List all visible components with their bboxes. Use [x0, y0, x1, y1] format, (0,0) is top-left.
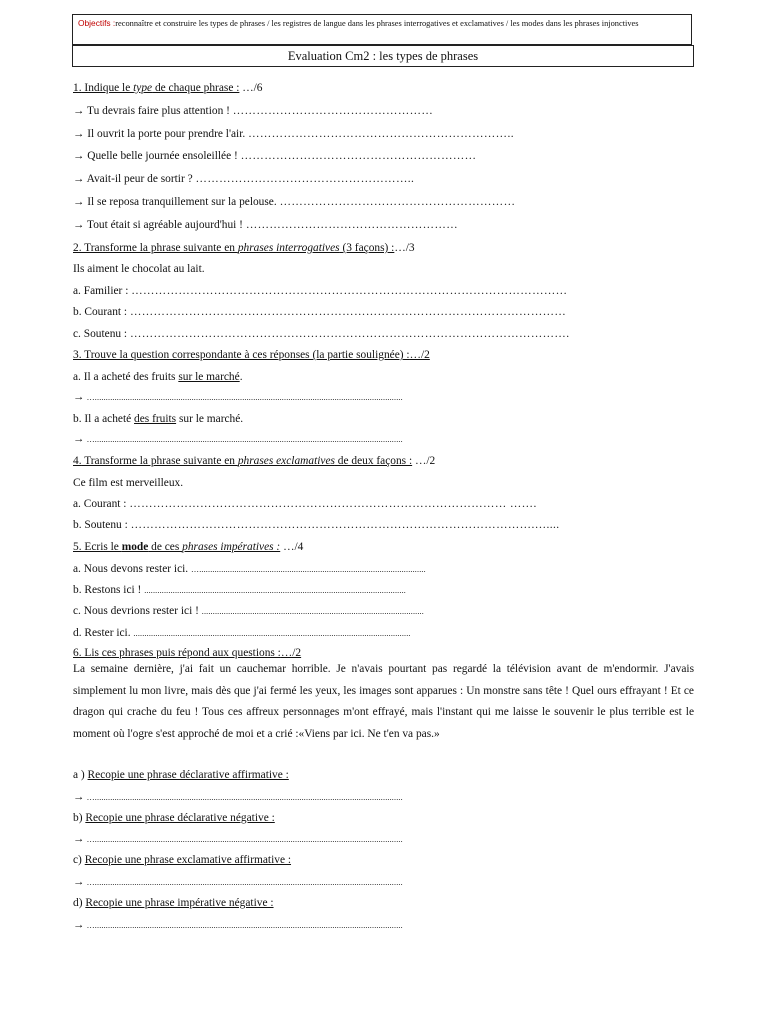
q2-item: [73, 327, 569, 341]
answer-line[interactable]: …………………………………………………………..: [248, 128, 514, 140]
q3-b-prefix: b. Il a acheté: [73, 413, 135, 425]
q1-item: [73, 104, 433, 118]
q1-title: [73, 81, 263, 95]
answer-line[interactable]: …............................................................................................................................................: [84, 393, 403, 402]
answer-line[interactable]: ………………………………………………………………………………………………….: [129, 328, 570, 340]
q2-title: [73, 241, 415, 255]
q6-question-text: Recopie une phrase déclarative négative :: [85, 812, 275, 824]
q4-title-a: Transforme la phrase suivante en: [81, 455, 238, 467]
q4-title: [73, 454, 435, 468]
q5-title: [73, 540, 303, 554]
answer-line[interactable]: …............................................................................................................................................: [84, 835, 403, 844]
q3-answer-a: [73, 370, 243, 384]
q6-answer-line[interactable]: [73, 790, 403, 805]
arrow-icon: →: [73, 196, 85, 208]
q6-question: [73, 896, 274, 910]
q5-item-text: d. Rester ici.: [73, 627, 134, 639]
arrow-icon: →: [73, 391, 85, 403]
q6-question-label: a ): [73, 769, 88, 781]
q3-title-text: 3. Trouve la question correspondante à ces réponses (la partie soulignée) :: [73, 349, 410, 361]
q1-item-text: Tu devrais faire plus attention !: [84, 105, 233, 117]
q5-title-c: de ces: [148, 541, 183, 553]
answer-line[interactable]: …………………………………………………………………………………………………: [129, 306, 567, 318]
answer-line[interactable]: .......................................................................................................................: [144, 586, 406, 595]
q6-score: …/2: [280, 647, 302, 659]
q6-title: [73, 646, 301, 660]
q1-item-text: Avait-il peur de sortir ?: [84, 173, 196, 185]
arrow-icon: →: [73, 876, 85, 888]
q5-score: …/4: [280, 541, 304, 553]
q5-title-a: 5. Ecris le: [73, 541, 122, 553]
q3-a-underlined: sur le marché: [178, 371, 240, 383]
q1-number: 1.: [73, 82, 82, 94]
arrow-icon: →: [73, 105, 85, 117]
q1-prefix: Indique le: [81, 82, 134, 94]
q5-title-bold: mode: [121, 541, 149, 553]
answer-line[interactable]: ………………………………………………: [245, 219, 459, 231]
q1-keyword: type: [133, 82, 153, 94]
q6-question-text: Recopie une phrase exclamative affirmative :: [84, 854, 292, 866]
q4-item-label: a. Courant :: [73, 498, 130, 510]
q2-sentence: Ils aiment le chocolat au lait.: [73, 263, 205, 275]
q1-item-text: Il ouvrit la porte pour prendre l'air.: [84, 128, 249, 140]
q6-question-text: Recopie une phrase impérative négative :: [85, 897, 274, 909]
q2-score: …/3: [394, 242, 415, 254]
q6-question-label: b): [73, 812, 86, 824]
q5-title-italic: phrases impératives :: [182, 541, 281, 553]
q5-item: [73, 604, 424, 619]
q6-question: [73, 853, 291, 867]
q3-title: [73, 348, 430, 362]
q3-a-prefix: a. Il a acheté des fruits: [73, 371, 179, 383]
evaluation-title: Evaluation Cm2 : les types de phrases: [72, 45, 694, 67]
q4-number: 4.: [73, 455, 82, 467]
q6-answer-line[interactable]: [73, 918, 403, 933]
q1-item: [73, 172, 414, 186]
objectives-box: [72, 14, 692, 45]
q1-item-text: Tout était si agréable aujourd'hui !: [84, 219, 246, 231]
q2-item: [73, 305, 566, 319]
q6-paragraph: La semaine dernière, j'ai fait un cauchemar horrible. Je n'avais pourtant pas regardé la télévision avant de m'endormir. J'avais simplement lu mon livre, mais dès que j'ai fermé les yeux, les images sont apparues : Un monstre sans tête ! Quel ours effrayant ! Et ce dragon qui crache du feu ! Tous ces affreux personnages m'ont effrayé, mais l'instant qui me laisse le souvenir le plus terrible est le moment où l'ogre s'est approché de moi et a crié :«Viens par ici. Ne t'en va pas.»: [73, 663, 694, 740]
q2-title-italic: phrases interrogatives: [237, 242, 340, 254]
objectives-text: reconnaître et construire les types de phrases / les registres de langue dans les phrases interrogatives et exclamatives / les modes dans les phrases injonctives: [115, 19, 639, 28]
answer-line[interactable]: …………………………………………………………………………………… …….: [129, 498, 537, 510]
q6-question-label: c): [73, 854, 85, 866]
q5-item-text: b. Restons ici !: [73, 584, 145, 596]
q2-title-b: (3 façons) :: [339, 242, 395, 254]
q3-a-suffix: .: [239, 371, 243, 383]
q4-score: …/2: [412, 455, 436, 467]
arrow-icon: →: [73, 219, 85, 231]
q1-item-text: Il se reposa tranquillement sur la pelouse.: [84, 196, 280, 208]
q5-item-text: c. Nous devrions rester ici !: [73, 605, 202, 617]
answer-line[interactable]: ….......................................................................................................: [191, 565, 426, 574]
q3-b-suffix: sur le marché.: [176, 413, 244, 425]
q1-score: …/6: [239, 82, 263, 94]
q6-answer-line[interactable]: [73, 875, 403, 890]
answer-line[interactable]: …............................................................................................................................................: [84, 793, 403, 802]
q2-item-label: c. Soutenu :: [73, 328, 130, 340]
q2-item-label: a. Familier :: [73, 285, 132, 297]
q6-question: [73, 811, 275, 825]
q6-title-text: 6. Lis ces phrases puis répond aux questions :: [73, 647, 281, 659]
arrow-icon: →: [73, 791, 85, 803]
q1-item: [73, 218, 458, 232]
answer-line[interactable]: ..............................................................................................................................: [133, 629, 411, 638]
q3-answer-b: [73, 412, 243, 426]
q6-question: [73, 768, 289, 782]
q6-question-text: Recopie une phrase déclarative affirmative :: [87, 769, 289, 781]
q5-item-text: a. Nous devons rester ici.: [73, 563, 191, 575]
arrow-icon: →: [73, 919, 85, 931]
q5-item: [73, 583, 406, 598]
arrow-icon: →: [73, 150, 85, 162]
arrow-icon: →: [73, 833, 85, 845]
answer-line[interactable]: …............................................................................................................................................: [84, 921, 403, 930]
q3-score: …/2: [409, 349, 430, 361]
q6-answer-line[interactable]: [73, 832, 403, 847]
q4-sentence: Ce film est merveilleux.: [73, 477, 184, 489]
arrow-icon: →: [73, 128, 85, 140]
q1-suffix: de chaque phrase :: [152, 82, 240, 94]
answer-line[interactable]: …............................................................................................................................................: [84, 435, 403, 444]
answer-line[interactable]: ……………………………………………………: [240, 150, 477, 162]
q4-title-italic: phrases exclamatives: [237, 455, 335, 467]
q2-item-label: b. Courant :: [73, 306, 130, 318]
answer-line[interactable]: …………………………………………………………………………………………………: [131, 285, 568, 297]
q2-item: [73, 284, 567, 298]
q4-item-label: b. Soutenu :: [73, 519, 131, 531]
objectives-label: Objectifs :: [78, 18, 116, 28]
q2-title-a: 2. Transforme la phrase suivante en: [73, 242, 238, 254]
arrow-icon: →: [73, 173, 85, 185]
q4-item: [73, 497, 537, 511]
q1-item: [73, 127, 514, 141]
answer-line[interactable]: .....................................................................................................: [201, 607, 424, 616]
q3-question-line[interactable]: [73, 432, 403, 447]
q6-question-label: d): [73, 897, 86, 909]
arrow-icon: →: [73, 433, 85, 445]
q1-item: [73, 149, 476, 163]
answer-line[interactable]: ………………………………………………..: [195, 173, 415, 185]
q3-question-line[interactable]: [73, 390, 403, 405]
q4-item: [73, 518, 560, 532]
q1-item-text: Quelle belle journée ensoleillée !: [84, 150, 241, 162]
answer-line[interactable]: …............................................................................................................................................: [84, 878, 403, 887]
q4-title-b: de deux façons :: [334, 455, 413, 467]
answer-line[interactable]: ……………………………………………………: [279, 196, 516, 208]
q1-item: [73, 195, 515, 209]
answer-line[interactable]: ……………………………………………: [232, 105, 434, 117]
q5-item: [73, 626, 411, 641]
answer-line[interactable]: ………………………………………………………………………………………….…....: [130, 519, 560, 531]
q3-b-underlined: des fruits: [134, 413, 177, 425]
q5-item: [73, 562, 426, 577]
